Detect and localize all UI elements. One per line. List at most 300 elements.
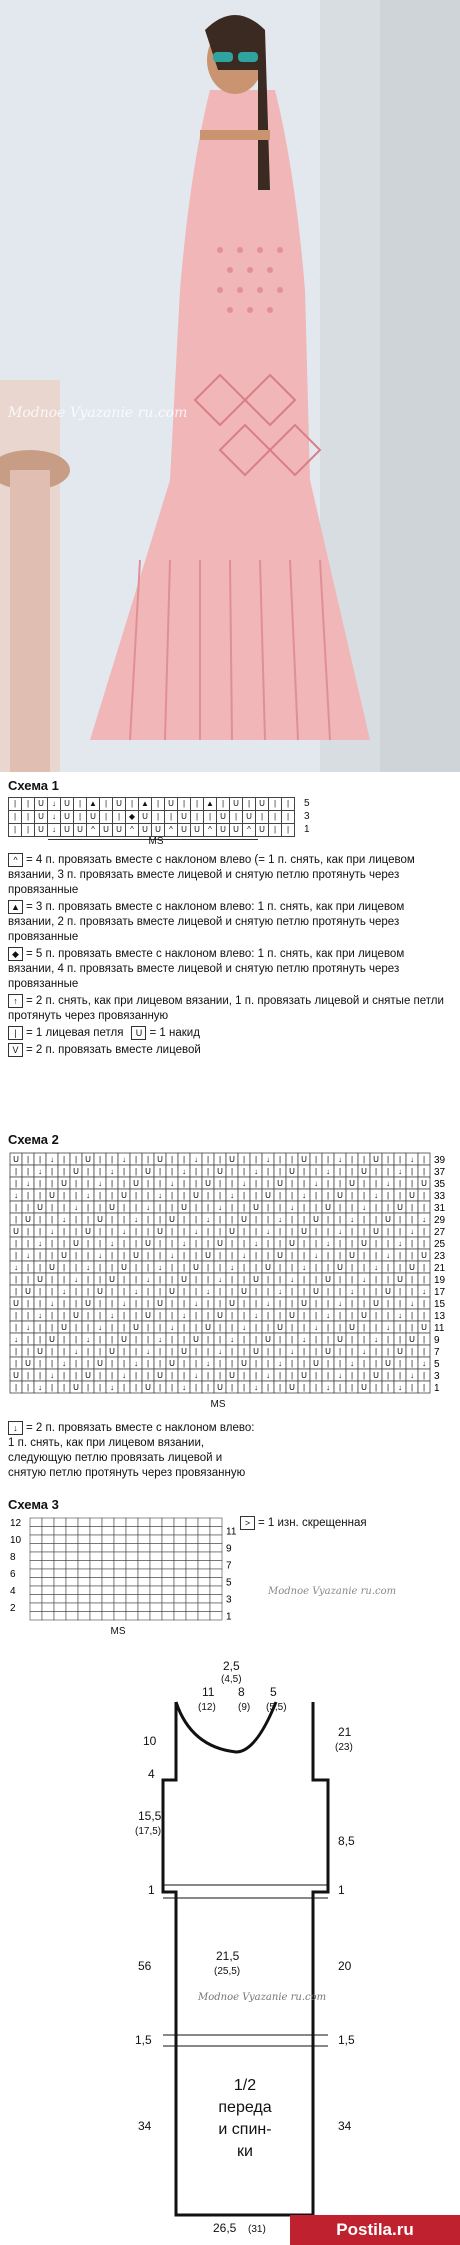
scheme-2-cell-symbol: | xyxy=(266,1347,270,1356)
scheme-2-cell-symbol: U xyxy=(229,1371,235,1380)
legend-text: = 2 п. снять, как при лицевом вязании, 1 п. провязать лицевой и снятые петли протянуть через провязанную xyxy=(8,995,444,1023)
scheme-2-cell-symbol: U xyxy=(205,1179,211,1188)
scheme-2-cell-symbol: | xyxy=(194,1215,198,1224)
scheme-2-cell-symbol: | xyxy=(254,1251,258,1260)
scheme-2-cell-symbol: | xyxy=(410,1275,414,1284)
scheme-2-cell-symbol: | xyxy=(50,1215,54,1224)
scheme-2-cell-symbol: U xyxy=(217,1167,223,1176)
scheme-3-cell xyxy=(42,1578,54,1587)
scheme-2-cell-symbol: | xyxy=(194,1167,198,1176)
scheme-3-cell xyxy=(90,1552,102,1561)
scheme-3-title: Схема 3 xyxy=(8,1497,59,1512)
scheme-2-cell-symbol: | xyxy=(338,1203,342,1212)
scheme-2-row-number: 1 xyxy=(434,1383,440,1394)
scheme-2-cell-symbol: | xyxy=(26,1347,30,1356)
scheme-3-cell xyxy=(162,1527,174,1536)
scheme-2-cell-symbol: | xyxy=(314,1347,318,1356)
scheme-3-cell xyxy=(174,1569,186,1578)
scheme-2-cell-symbol: | xyxy=(86,1287,90,1296)
scheme-2-cell-symbol: | xyxy=(422,1335,426,1344)
scheme-2-cell-symbol: | xyxy=(86,1251,90,1260)
scheme-2-cell-symbol: | xyxy=(26,1167,30,1176)
scheme-2-cell-symbol: | xyxy=(302,1203,306,1212)
scheme-2-cell-symbol: | xyxy=(62,1227,66,1236)
scheme-1-row xyxy=(9,811,295,824)
legend-symbol: ^ xyxy=(8,853,23,867)
scheme-2-cell-symbol: U xyxy=(313,1359,319,1368)
scheme-2-cell-symbol: ↓ xyxy=(386,1179,390,1188)
scheme-1-cell: U xyxy=(178,811,191,824)
scheme-2-legend-item xyxy=(8,1421,258,1481)
scheme-3-cell xyxy=(90,1586,102,1595)
scheme-1-cell: U xyxy=(113,824,126,837)
scheme-1-cell: | xyxy=(74,798,87,811)
scheme-2-cell-symbol: | xyxy=(242,1299,246,1308)
scheme-2-cell-symbol: | xyxy=(182,1179,186,1188)
scheme-2-cell-symbol: | xyxy=(74,1191,78,1200)
scheme-2-cell-symbol: | xyxy=(302,1359,306,1368)
scheme-2-cell-symbol: U xyxy=(289,1239,295,1248)
scheme-2-cell-symbol: ↓ xyxy=(386,1323,390,1332)
scheme-1-cell: U xyxy=(139,811,152,824)
scheme-2-cell-symbol: | xyxy=(422,1275,426,1284)
scheme-3-cell xyxy=(102,1552,114,1561)
scheme-2-cell-symbol: | xyxy=(326,1251,330,1260)
scheme-2-cell-symbol: | xyxy=(242,1167,246,1176)
scheme-2-cell-symbol: | xyxy=(146,1359,150,1368)
scheme-2-cell-symbol: ↓ xyxy=(134,1359,138,1368)
scheme-2-cell-symbol: ↓ xyxy=(314,1251,318,1260)
scheme-1-cell: U xyxy=(61,824,74,837)
scheme-2-cell-symbol: ↓ xyxy=(338,1299,342,1308)
scheme-2-cell-symbol: | xyxy=(110,1323,114,1332)
scheme-2-row-number: 29 xyxy=(434,1215,446,1226)
scheme-2-cell-symbol: | xyxy=(398,1263,402,1272)
scheme-2-cell-symbol: | xyxy=(266,1203,270,1212)
model-photo xyxy=(0,0,460,772)
scheme-2-cell-symbol: ↓ xyxy=(218,1203,222,1212)
scheme-2-cell-symbol: | xyxy=(194,1323,198,1332)
scheme-3-row-number-right: 3 xyxy=(226,1594,232,1606)
scheme-3-cell xyxy=(114,1595,126,1604)
scheme-2-cell-symbol: U xyxy=(157,1227,163,1236)
scheme-3-cell xyxy=(126,1535,138,1544)
scheme-2-cell-symbol: | xyxy=(38,1227,42,1236)
scheme-2-cell-symbol: | xyxy=(326,1215,330,1224)
scheme-3-cell xyxy=(174,1544,186,1553)
scheme-2-cell-symbol: U xyxy=(217,1239,223,1248)
scheme-2-cell-symbol: | xyxy=(74,1179,78,1188)
scheme-1-cell: U xyxy=(217,811,230,824)
scheme-3-cell xyxy=(102,1578,114,1587)
scheme-3-cell xyxy=(54,1552,66,1561)
scheme-2-cell-symbol: U xyxy=(373,1227,379,1236)
scheme-2-cell-symbol: | xyxy=(290,1155,294,1164)
scheme-2-cell-symbol: U xyxy=(241,1287,247,1296)
scheme-2-cell-symbol: | xyxy=(242,1227,246,1236)
scheme-3-cell xyxy=(30,1603,42,1612)
scheme-1-cell: U xyxy=(152,824,165,837)
scheme-3-cell xyxy=(198,1603,210,1612)
scheme-3-cell xyxy=(54,1561,66,1570)
scheme-2-cell-symbol: U xyxy=(325,1347,331,1356)
scheme-2-cell-symbol: | xyxy=(194,1251,198,1260)
scheme-2-cell-symbol: | xyxy=(170,1383,174,1392)
scheme-2-cell-symbol: | xyxy=(134,1227,138,1236)
scheme-2-cell-symbol: | xyxy=(26,1227,30,1236)
scheme-2-row-number: 13 xyxy=(434,1311,446,1322)
scheme-2-cell-symbol: | xyxy=(110,1299,114,1308)
scheme-2-cell-symbol: U xyxy=(337,1191,343,1200)
scheme-2-cell-symbol: | xyxy=(14,1215,18,1224)
scheme-1-cell: ↓ xyxy=(48,824,61,837)
scheme-2-cell-symbol: ↓ xyxy=(398,1239,402,1248)
scheme-2-cell-symbol: | xyxy=(398,1299,402,1308)
scheme-3-cell xyxy=(66,1603,78,1612)
scheme-2-cell-symbol: | xyxy=(206,1311,210,1320)
scheme-2-cell-symbol: | xyxy=(50,1323,54,1332)
scheme-3-cell xyxy=(138,1569,150,1578)
scheme-2-cell-symbol: ↓ xyxy=(422,1215,426,1224)
scheme-2-cell-symbol: ↓ xyxy=(326,1383,330,1392)
scheme-2-cell-symbol: | xyxy=(350,1371,354,1380)
scheme-2-cell-symbol: ↓ xyxy=(182,1383,186,1392)
scheme-2-cell-symbol: | xyxy=(374,1347,378,1356)
scheme-3-ms-label: MS xyxy=(110,1626,126,1637)
scheme-2-cell-symbol: U xyxy=(277,1179,283,1188)
scheme-2-cell-symbol: | xyxy=(38,1287,42,1296)
scheme-3-cell xyxy=(54,1578,66,1587)
scheme-2-cell-symbol: | xyxy=(338,1215,342,1224)
dim-top-3: 11 xyxy=(202,1685,215,1699)
scheme-1-legend-item xyxy=(8,994,452,1024)
scheme-3-cell xyxy=(162,1535,174,1544)
scheme-2-cell-symbol: | xyxy=(362,1299,366,1308)
scheme-2-cell-symbol: | xyxy=(98,1191,102,1200)
scheme-2-cell-symbol: ↓ xyxy=(350,1215,354,1224)
scheme-3-cell xyxy=(186,1603,198,1612)
scheme-2-cell-symbol: | xyxy=(290,1359,294,1368)
scheme-2-cell-symbol: | xyxy=(194,1347,198,1356)
scheme-2-cell-symbol: | xyxy=(290,1299,294,1308)
scheme-2-cell-symbol: | xyxy=(14,1347,18,1356)
scheme-2-cell-symbol: | xyxy=(218,1155,222,1164)
scheme-2-cell-symbol: U xyxy=(25,1215,31,1224)
scheme-2-cell-symbol: | xyxy=(158,1179,162,1188)
scheme-3-cell xyxy=(42,1544,54,1553)
dim-right-7: 34 xyxy=(338,2119,352,2133)
scheme-3-cell xyxy=(42,1527,54,1536)
scheme-2-cell-symbol: U xyxy=(361,1167,367,1176)
scheme-2-cell-symbol: | xyxy=(74,1359,78,1368)
scheme-2-cell-symbol: | xyxy=(146,1323,150,1332)
scheme-2-cell-symbol: | xyxy=(206,1191,210,1200)
scheme-3-cell xyxy=(138,1578,150,1587)
scheme-2-cell-symbol: | xyxy=(50,1179,54,1188)
scheme-2-cell-symbol: U xyxy=(301,1299,307,1308)
scheme-2-cell-symbol: ↓ xyxy=(74,1275,78,1284)
scheme-3-cell xyxy=(162,1603,174,1612)
scheme-1-cell: U xyxy=(74,824,87,837)
scheme-1-cell: | xyxy=(269,811,282,824)
scheme-2-cell-symbol: U xyxy=(145,1311,151,1320)
scheme-3-cell xyxy=(210,1518,222,1527)
scheme-2-cell-symbol: | xyxy=(218,1359,222,1368)
scheme-2-cell-symbol: | xyxy=(410,1179,414,1188)
scheme-1-cell: | xyxy=(230,811,243,824)
scheme-3-cell xyxy=(30,1612,42,1621)
scheme-3-cell xyxy=(42,1535,54,1544)
scheme-2-row-number: 37 xyxy=(434,1167,446,1178)
scheme-2-cell-symbol: | xyxy=(302,1167,306,1176)
scheme-2-cell-symbol: | xyxy=(398,1287,402,1296)
scheme-2-cell-symbol: | xyxy=(182,1251,186,1260)
scheme-2-cell-symbol: U xyxy=(13,1371,19,1380)
scheme-3-cell xyxy=(174,1586,186,1595)
scheme-2-cell-symbol: ↓ xyxy=(14,1191,18,1200)
scheme-2-cell-symbol: | xyxy=(14,1251,18,1260)
legend-text: = 2 п. провязать вместе с наклоном влево: 1 п. снять, как при лицевом вязании, следующую петлю провязать лицевой и снятую петлю протянуть через провязанную xyxy=(8,1422,255,1480)
pattern-diagram xyxy=(8,1660,452,2240)
scheme-2-cell-symbol: | xyxy=(254,1371,258,1380)
scheme-2-cell-symbol: | xyxy=(290,1215,294,1224)
scheme-2-cell-symbol: U xyxy=(49,1263,55,1272)
scheme-1-cell: ^ xyxy=(126,824,139,837)
scheme-2-cell-symbol: ↓ xyxy=(206,1215,210,1224)
scheme-2-cell-symbol: | xyxy=(350,1155,354,1164)
scheme-2-cell-symbol: | xyxy=(14,1179,18,1188)
scheme-3-cell xyxy=(114,1569,126,1578)
scheme-2-cell-symbol: U xyxy=(337,1263,343,1272)
scheme-2-cell-symbol: U xyxy=(229,1155,235,1164)
scheme-2-cell-symbol: | xyxy=(374,1275,378,1284)
scheme-2-cell-symbol: | xyxy=(254,1191,258,1200)
scheme-1-cell: ^ xyxy=(204,824,217,837)
scheme-2-cell-symbol: ↓ xyxy=(158,1335,162,1344)
scheme-2-cell-symbol: | xyxy=(398,1359,402,1368)
scheme-2-cell-symbol: | xyxy=(14,1383,18,1392)
scheme-3-cell xyxy=(102,1535,114,1544)
scheme-2-cell-symbol: U xyxy=(349,1179,355,1188)
scheme-2-cell-symbol: | xyxy=(230,1323,234,1332)
scheme-2-cell-symbol: | xyxy=(362,1227,366,1236)
scheme-2-cell-symbol: | xyxy=(386,1299,390,1308)
scheme-2-cell-symbol: | xyxy=(158,1323,162,1332)
scheme-2-cell-symbol: | xyxy=(302,1323,306,1332)
scheme-3-cell xyxy=(114,1561,126,1570)
scheme-2-cell-symbol: | xyxy=(326,1371,330,1380)
scheme-2-cell-symbol: | xyxy=(62,1383,66,1392)
scheme-2-cell-symbol: U xyxy=(109,1203,115,1212)
scheme-2-row-number: 11 xyxy=(434,1323,445,1334)
scheme-2-cell-symbol: | xyxy=(290,1371,294,1380)
scheme-2-cell-symbol: | xyxy=(62,1335,66,1344)
scheme-3-cell xyxy=(42,1552,54,1561)
scheme-2-cell-symbol: | xyxy=(326,1287,330,1296)
dim-left-4: (17,5) xyxy=(135,1826,162,1837)
scheme-2-cell-symbol: | xyxy=(74,1335,78,1344)
scheme-2-cell-symbol: U xyxy=(385,1359,391,1368)
scheme-1-legend-item xyxy=(8,1026,452,1041)
scheme-3-cell xyxy=(54,1586,66,1595)
scheme-2-cell-symbol: | xyxy=(338,1347,342,1356)
scheme-2-cell-symbol: | xyxy=(338,1323,342,1332)
scheme-2-cell-symbol: | xyxy=(122,1239,126,1248)
pattern-section xyxy=(8,1660,452,2240)
scheme-2-cell-symbol: | xyxy=(38,1359,42,1368)
scheme-2-cell-symbol: | xyxy=(110,1179,114,1188)
scheme-2-cell-symbol: | xyxy=(290,1251,294,1260)
scheme-2-cell-symbol: | xyxy=(242,1155,246,1164)
scheme-3-cell xyxy=(42,1518,54,1527)
scheme-2-cell-symbol: | xyxy=(194,1275,198,1284)
scheme-2-cell-symbol: | xyxy=(362,1287,366,1296)
scheme-2-cell-symbol: | xyxy=(26,1191,30,1200)
scheme-2-cell-symbol: U xyxy=(181,1347,187,1356)
scheme-2-cell-symbol: U xyxy=(313,1215,319,1224)
scheme-2-cell-symbol: | xyxy=(14,1323,18,1332)
scheme-1-chart xyxy=(8,797,452,847)
scheme-2-cell-symbol: | xyxy=(206,1299,210,1308)
piece-label-1: 1/2 xyxy=(233,2077,257,2094)
scheme-3-cell xyxy=(66,1518,78,1527)
scheme-2-cell-symbol: | xyxy=(230,1275,234,1284)
scheme-2-cell-symbol: | xyxy=(170,1203,174,1212)
scheme-1-cell: U xyxy=(61,798,74,811)
scheme-3-cell xyxy=(162,1561,174,1570)
scheme-2-cell-symbol: | xyxy=(314,1335,318,1344)
scheme-1-cell: U xyxy=(139,824,152,837)
scheme-3-cell xyxy=(138,1561,150,1570)
scheme-3-cell xyxy=(150,1535,162,1544)
scheme-2-cell-symbol: | xyxy=(98,1263,102,1272)
scheme-1-legend-item xyxy=(8,900,452,945)
scheme-3-cell xyxy=(150,1595,162,1604)
scheme-1-cell: U xyxy=(165,798,178,811)
scheme-3-row-number-left: 10 xyxy=(10,1535,22,1546)
scheme-2-cell-symbol: | xyxy=(410,1311,414,1320)
scheme-2-cell-symbol: | xyxy=(326,1359,330,1368)
scheme-3-cell xyxy=(102,1544,114,1553)
scheme-2-cell-symbol: ↓ xyxy=(242,1179,246,1188)
scheme-2-cell-symbol: ↓ xyxy=(110,1167,114,1176)
scheme-2-cell-symbol: U xyxy=(145,1167,151,1176)
scheme-2-cell-symbol: | xyxy=(122,1179,126,1188)
scheme-2-cell-symbol: | xyxy=(350,1191,354,1200)
scheme-2-cell-symbol: ↓ xyxy=(62,1359,66,1368)
scheme-2-cell-symbol: | xyxy=(302,1311,306,1320)
scheme-2-cell-symbol: | xyxy=(122,1287,126,1296)
scheme-2-cell-symbol: U xyxy=(97,1359,103,1368)
scheme-2-cell-symbol: ↓ xyxy=(122,1227,126,1236)
scheme-2-chart xyxy=(8,1151,452,1419)
scheme-2-cell-symbol: | xyxy=(230,1359,234,1368)
scheme-1-cell: | xyxy=(113,811,126,824)
scheme-2-cell-symbol: | xyxy=(158,1311,162,1320)
scheme-1-cell: U xyxy=(87,811,100,824)
scheme-2-cell-symbol: | xyxy=(230,1383,234,1392)
scheme-2-cell-symbol: | xyxy=(362,1335,366,1344)
scheme-2-cell-symbol: ↓ xyxy=(218,1347,222,1356)
scheme-2-cell-symbol: | xyxy=(302,1251,306,1260)
scheme-2-cell-symbol: ↓ xyxy=(206,1359,210,1368)
scheme-2-cell-symbol: | xyxy=(170,1275,174,1284)
scheme-2-cell-symbol: | xyxy=(74,1287,78,1296)
scheme-2-cell-symbol: | xyxy=(206,1263,210,1272)
scheme-2-cell-symbol: | xyxy=(74,1299,78,1308)
scheme-1-cell: U xyxy=(61,811,74,824)
scheme-2-cell-symbol: | xyxy=(362,1251,366,1260)
scheme-3-cell xyxy=(126,1518,138,1527)
scheme-2-cell-symbol: | xyxy=(422,1347,426,1356)
scheme-2-cell-symbol: | xyxy=(14,1359,18,1368)
scheme-2-cell-symbol: ↓ xyxy=(218,1275,222,1284)
scheme-2-cell-symbol: | xyxy=(182,1191,186,1200)
scheme-2-cell-symbol: | xyxy=(254,1323,258,1332)
scheme-2-cell-symbol: U xyxy=(397,1347,403,1356)
scheme-2-cell-symbol: | xyxy=(206,1275,210,1284)
scheme-2-cell-symbol: ↓ xyxy=(38,1167,42,1176)
scheme-2-cell-symbol: U xyxy=(25,1287,31,1296)
scheme-2-cell-symbol: | xyxy=(266,1179,270,1188)
scheme-3-cell xyxy=(102,1527,114,1536)
scheme-3-cell xyxy=(210,1603,222,1612)
dim-top-8: (5,5) xyxy=(266,1702,287,1713)
scheme-2-cell-symbol: ↓ xyxy=(206,1287,210,1296)
legend-symbol: U xyxy=(131,1026,146,1040)
scheme-2-cell-symbol: | xyxy=(134,1371,138,1380)
scheme-2-cell-symbol: ↓ xyxy=(398,1311,402,1320)
scheme-2-cell-symbol: | xyxy=(134,1383,138,1392)
postila-logo-text: Postila.ru xyxy=(336,2220,414,2239)
scheme-2-cell-symbol: | xyxy=(386,1335,390,1344)
scheme-1-grid xyxy=(8,797,295,837)
scheme-3-cell xyxy=(90,1518,102,1527)
scheme-2-cell-symbol: | xyxy=(326,1323,330,1332)
scheme-1-cell: ▲ xyxy=(139,798,152,811)
scheme-2-cell-symbol: | xyxy=(206,1347,210,1356)
scheme-2-cell-symbol: | xyxy=(158,1203,162,1212)
scheme-2-cell-symbol: U xyxy=(13,1155,19,1164)
scheme-1-cell: U xyxy=(35,811,48,824)
scheme-2-cell-symbol: | xyxy=(254,1299,258,1308)
dim-left-3: 15,5 xyxy=(138,1809,162,1823)
legend-text: = 1 лицевая петля xyxy=(26,1027,124,1040)
legend-symbol: | xyxy=(8,1026,23,1040)
scheme-2-cell-symbol: | xyxy=(146,1227,150,1236)
scheme-2-cell-symbol: | xyxy=(110,1215,114,1224)
scheme-3-cell xyxy=(150,1527,162,1536)
scheme-2-cell-symbol: U xyxy=(253,1275,259,1284)
scheme-3-row-number-right: 11 xyxy=(226,1526,237,1538)
scheme-3-cell xyxy=(42,1595,54,1604)
scheme-2-cell-symbol: ↓ xyxy=(350,1287,354,1296)
scheme-3-cell xyxy=(210,1552,222,1561)
scheme-2-cell-symbol: | xyxy=(74,1227,78,1236)
scheme-2-cell-symbol: | xyxy=(278,1203,282,1212)
scheme-2-cell-symbol: | xyxy=(242,1347,246,1356)
scheme-2-cell-symbol: ↓ xyxy=(86,1191,90,1200)
scheme-2-cell-symbol: | xyxy=(50,1383,54,1392)
scheme-2-cell-symbol: U xyxy=(289,1311,295,1320)
scheme-3-cell xyxy=(114,1612,126,1621)
scheme-2-cell-symbol: | xyxy=(146,1155,150,1164)
scheme-3-cell xyxy=(210,1569,222,1578)
scheme-3-cell xyxy=(198,1535,210,1544)
scheme-3-watermark: Modnoe Vyazanie ru.com xyxy=(268,1586,397,1597)
dim-bottom-1: 26,5 xyxy=(213,2221,237,2235)
scheme-2-cell-symbol: U xyxy=(181,1275,187,1284)
